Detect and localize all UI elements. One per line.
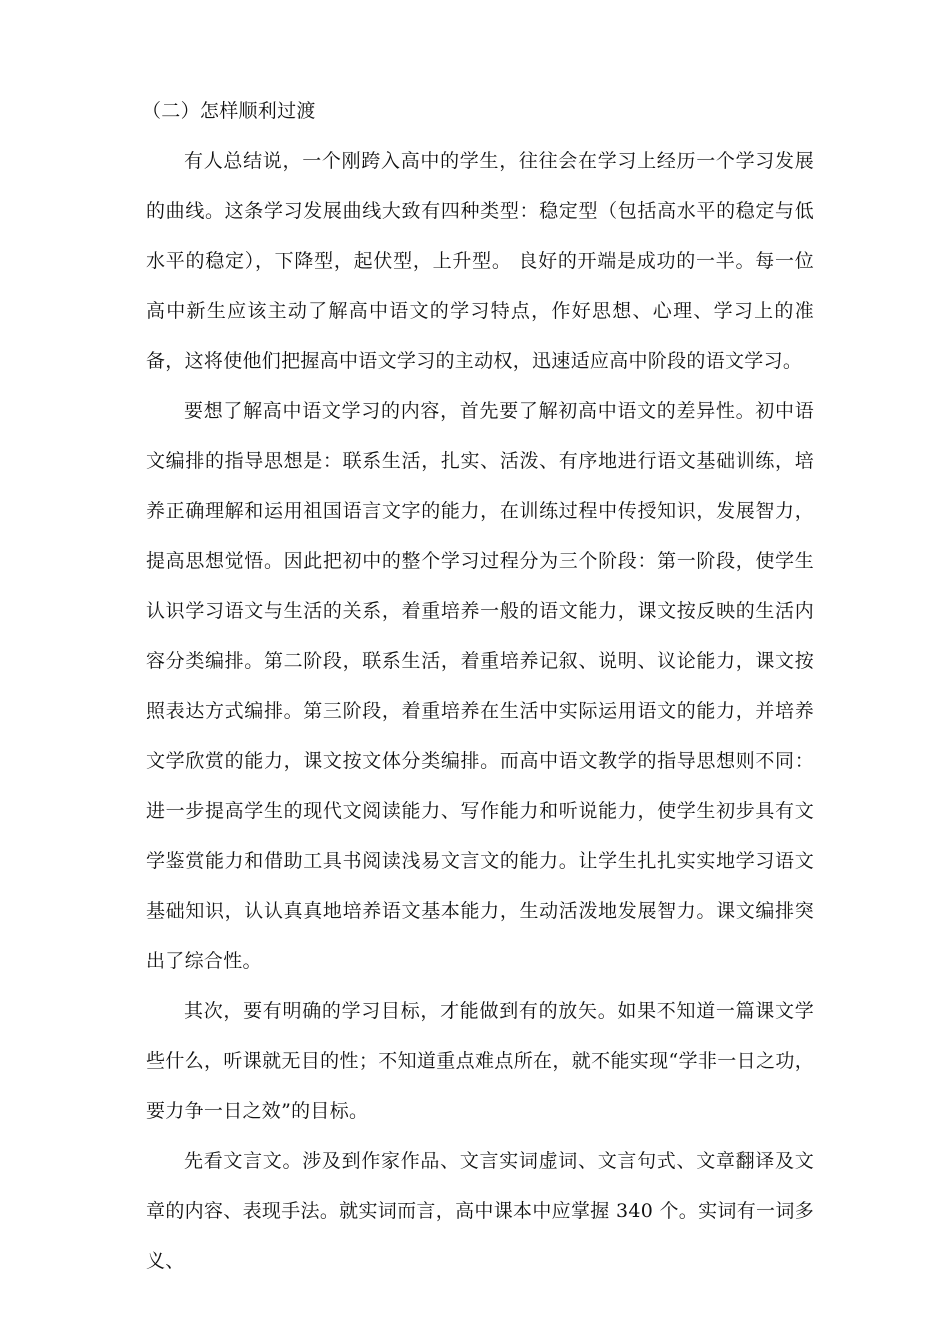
paragraph-junior-senior-differences: 要想了解高中语文学习的内容，首先要了解初高中语文的差异性。初中语文编排的指导思想是：联系生活，扎实、活泼、有序地进行语文基础训练，培养正确理解和运用祖国语言文字的能力，在训练过程中传授知识，发展智力，提高思想觉悟。因此把初中的整个学习过程分为三个阶段：第一阶段，使学生认识学习语文与生活的关系，着重培养一般的语文能力，课文按反映的生活内容分类编排。第二阶段，联系生活，着重培养记叙、说明、议论能力，课文按照表达方式编排。第三阶段，着重培养在生活中实际运用语文的能力，并培养文学欣赏的能力，课文按文体分类编排。而高中语文教学的指导思想则不同：进一步提高学生的现代文阅读能力、写作能力和听说能力，使学生初步具有文学鉴赏能力和借助工具书阅读浅易文言文的能力。让学生扎扎实实地学习语文基础知识，认认真真地培养语文基本能力，生动活泼地发展智力。课文编排突出了综合性。	[146, 400, 814, 972]
paragraph-classical-chinese: 先看文言文。涉及到作家作品、文言实词虚词、文言句式、文章翻译及文章的内容、表现手法。就实词而言，高中课本中应掌握 340 个。实词有一词多义、	[146, 1150, 814, 1272]
paragraph-learning-goals: 其次，要有明确的学习目标，才能做到有的放矢。如果不知道一篇课文学些什么，听课就无目的性；不知道重点难点所在，就不能实现“学非一日之功，要力争一日之效”的目标。	[146, 1000, 814, 1122]
section-heading: （二）怎样顺利过渡	[142, 100, 316, 122]
document-body	[142, 86, 814, 1286]
paragraph-learning-curve: 有人总结说，一个刚跨入高中的学生，往往会在学习上经历一个学习发展的曲线。这条学习发展曲线大致有四种类型：稳定型（包括高水平的稳定与低水平的稳定），下降型，起伏型，上升型。 良好的开端是成功的一半。每一位高中新生应该主动了解高中语文的学习特点，作好思想、心理、学习上的准备，这将使他们把握高中语文学习的主动权，迅速适应高中阶段的语文学习。	[146, 150, 814, 372]
